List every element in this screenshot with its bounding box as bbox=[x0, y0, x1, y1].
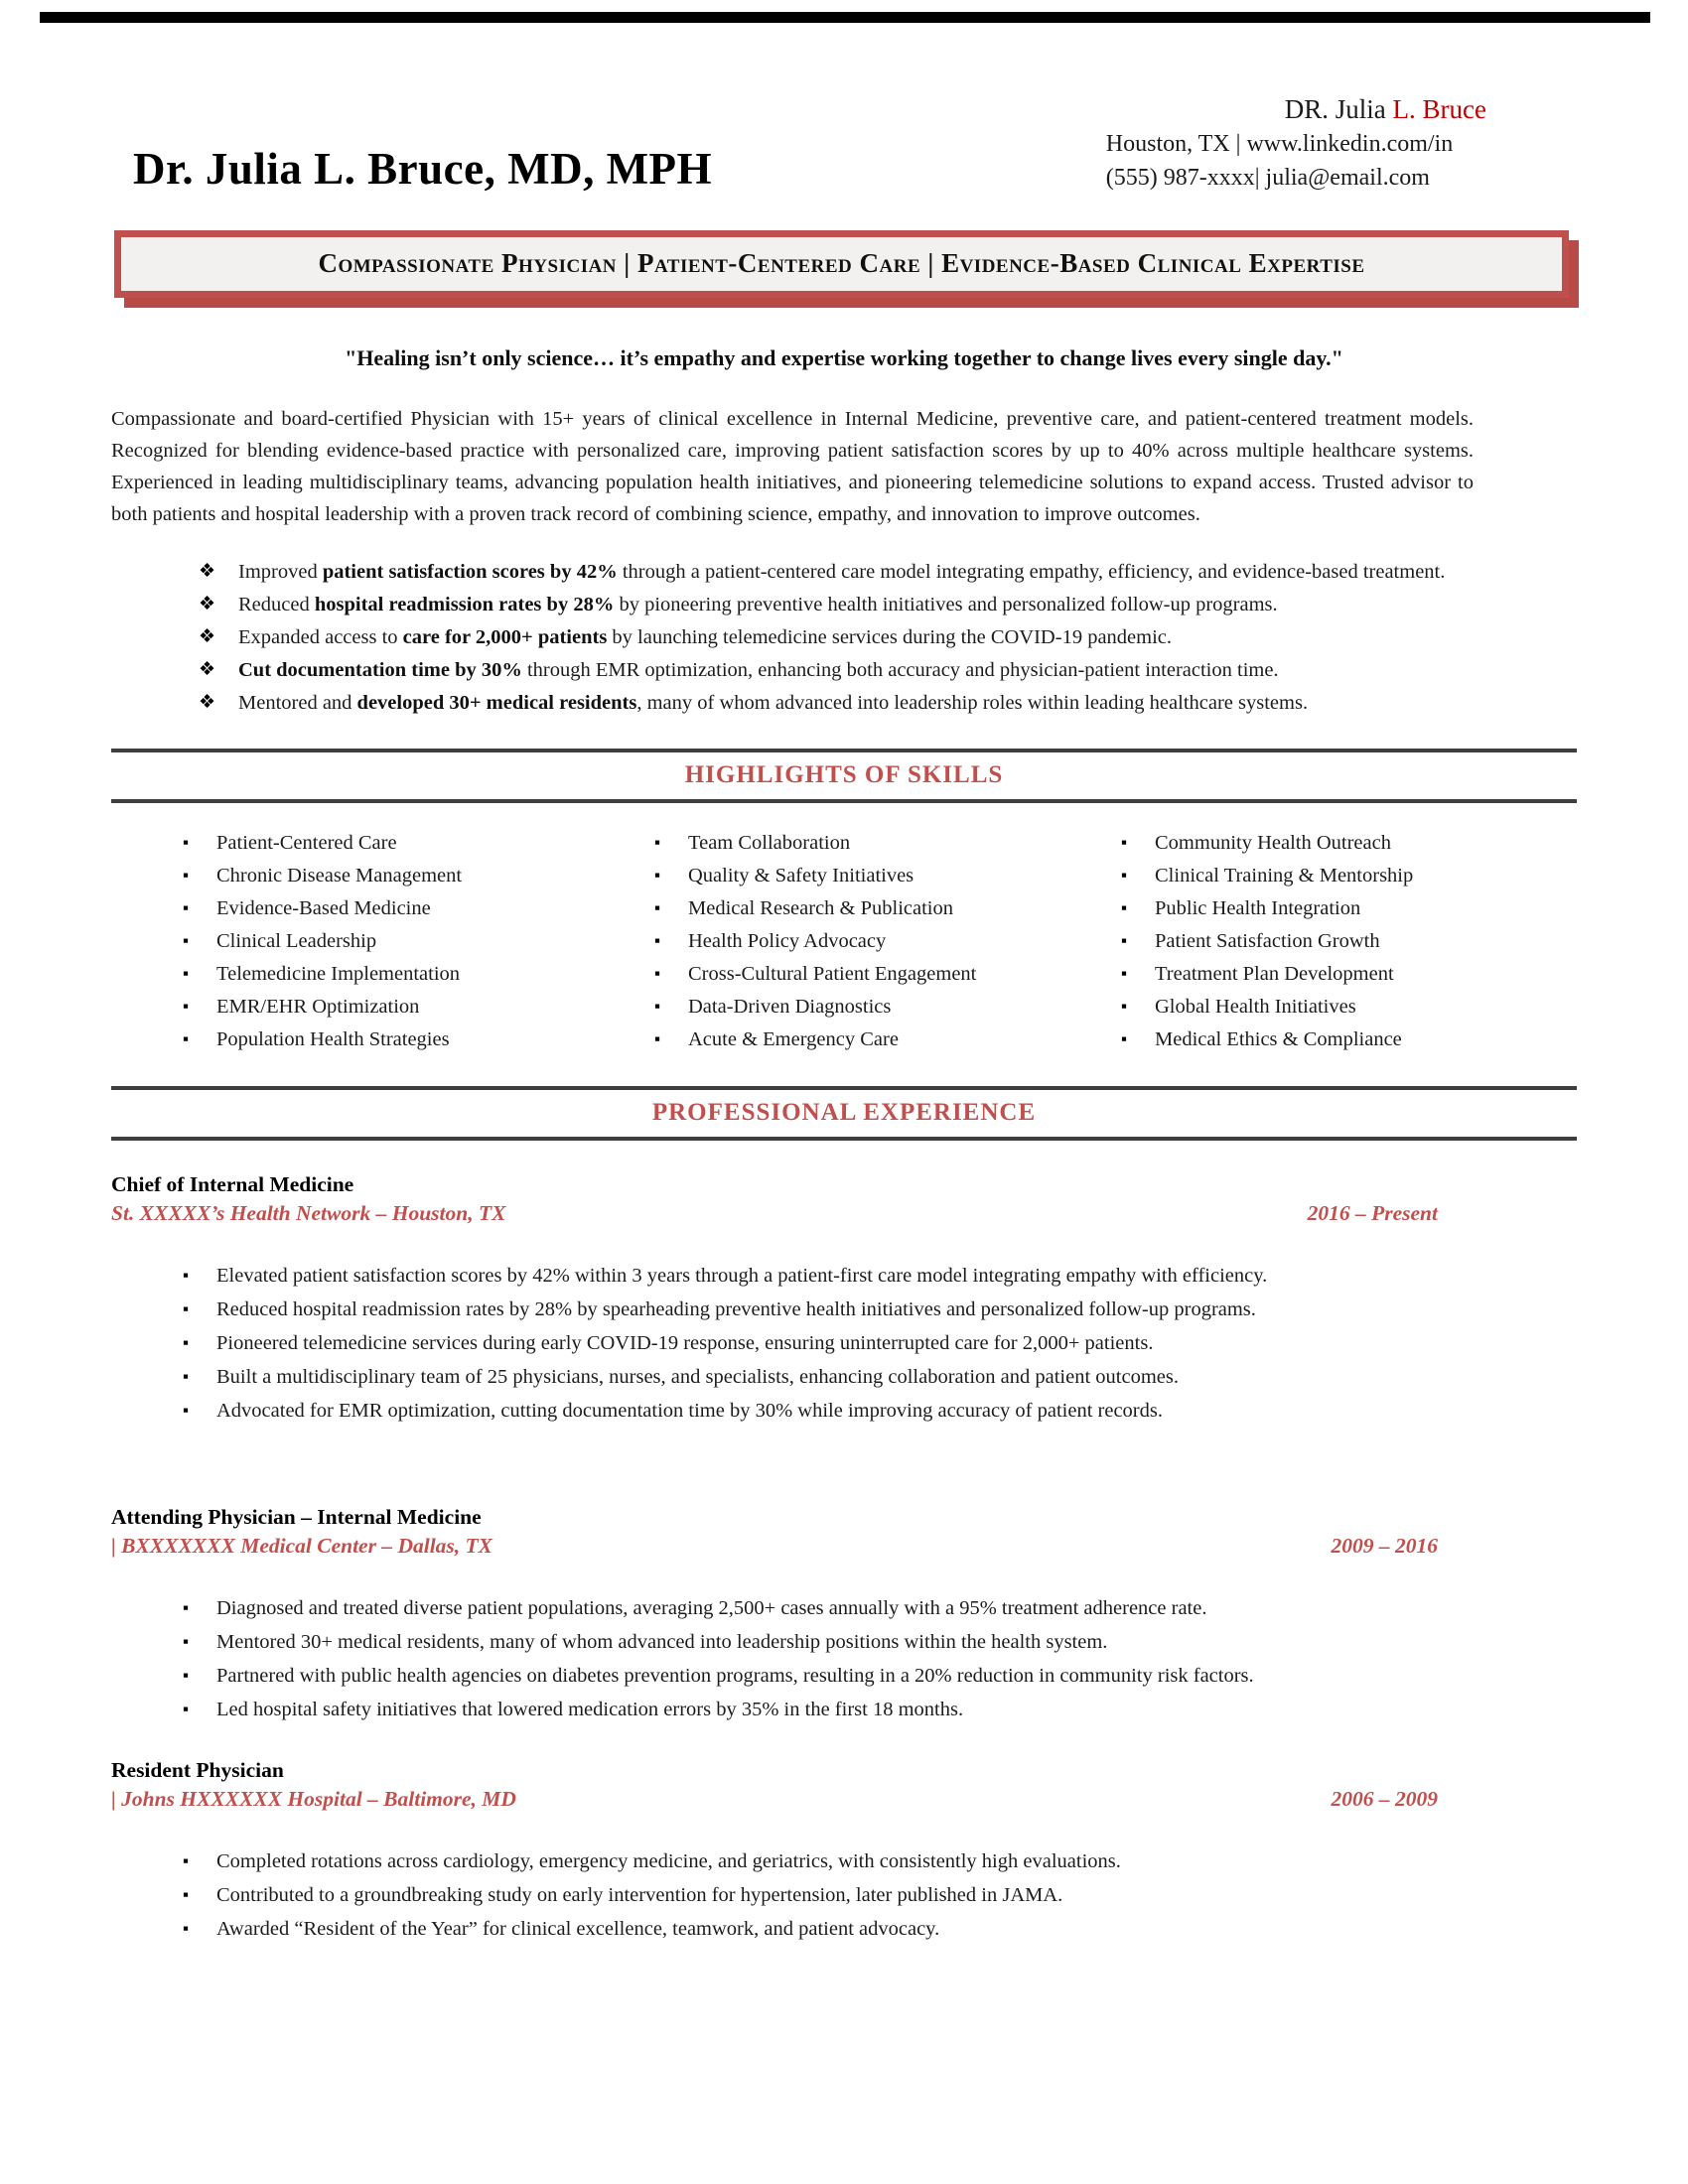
list-item: ❖ Expanded access to care for 2,000+ patients by launching telemedicine services during the COVID-19 pandemic. bbox=[199, 621, 1479, 653]
job-dates: 2009 – 2016 bbox=[1331, 1534, 1438, 1558]
list-item: ▪ Diagnosed and treated diverse patient populations, averaging 2,500+ cases annually with a 95% treatment adherence rate. bbox=[181, 1592, 1511, 1625]
list-item: ▪ Partnered with public health agencies on diabetes prevention programs, resulting in a 20% reduction in community risk factors. bbox=[181, 1660, 1511, 1693]
list-item: ▪ Patient Satisfaction Growth bbox=[1119, 925, 1577, 958]
list-item: ▪ Elevated patient satisfaction scores by 42% within 3 years through a patient-first care model integrating empathy with efficiency. bbox=[181, 1260, 1511, 1293]
summary-paragraph: Compassionate and board-certified Physician with 15+ years of clinical excellence in Internal Medicine, preventive care, and patient-centered treatment models. Recognized for blending evidence-based practice with personalized care, improving patient satisfaction scores by up to 40% across multiple healthcare systems. Experienced in leading multidisciplinary teams, advancing population health initiatives, and pioneering telemedicine solutions to expand access. Trusted advisor to both patients and hospital leadership with a proven track record of combining science, empathy, and innovation to improve outcomes. bbox=[111, 408, 1474, 525]
list-item: ▪ Data-Driven Diagnostics bbox=[652, 991, 1119, 1024]
list-item: ▪ Chronic Disease Management bbox=[181, 860, 652, 892]
job-subheading bbox=[111, 1787, 1577, 1812]
list-item: ▪ Population Health Strategies bbox=[181, 1024, 652, 1056]
job-bullets bbox=[181, 1592, 1511, 1726]
list-item: ▪ Quality & Safety Initiatives bbox=[652, 860, 1119, 892]
job-subheading bbox=[111, 1534, 1577, 1559]
job-dates: 2016 – Present bbox=[1307, 1201, 1438, 1225]
contact-phone-email: (555) 987-xxxx| julia@email.com bbox=[1105, 165, 1430, 191]
contact-name-accent: L. Bruce bbox=[1392, 94, 1486, 124]
list-item: ▪ Reduced hospital readmission rates by 28% by spearheading preventive health initiatives and personalized follow-up programs. bbox=[181, 1294, 1511, 1326]
contact-location-linkedin: Houston, TX | www.linkedin.com/in bbox=[1105, 131, 1454, 157]
list-item: ▪ Team Collaboration bbox=[652, 827, 1119, 860]
job-bullets bbox=[181, 1260, 1511, 1428]
job-title: Chief of Internal Medicine bbox=[111, 1172, 354, 1196]
list-item: ▪ Clinical Training & Mentorship bbox=[1119, 860, 1577, 892]
achievements-list bbox=[199, 556, 1479, 719]
list-item: ▪ Advocated for EMR optimization, cutting documentation time by 30% while improving accuracy of patient records. bbox=[181, 1395, 1511, 1428]
job-dates: 2006 – 2009 bbox=[1331, 1787, 1438, 1811]
header bbox=[111, 91, 1577, 195]
list-item: ▪ Led hospital safety initiatives that lowered medication errors by 35% in the first 18 months. bbox=[181, 1694, 1511, 1726]
list-item: ▪ Contributed to a groundbreaking study on early intervention for hypertension, later published in JAMA. bbox=[181, 1879, 1511, 1912]
job-entry-3 bbox=[111, 1758, 1577, 1946]
skills-column-2 bbox=[652, 827, 1119, 1056]
list-item: ▪ Health Policy Advocacy bbox=[652, 925, 1119, 958]
quote-line: "Healing isn’t only science… it’s empathy and expertise working together to change lives every single day." bbox=[345, 345, 1343, 370]
list-item: ▪ Clinical Leadership bbox=[181, 925, 652, 958]
skills-grid bbox=[181, 827, 1577, 1056]
skills-section-header bbox=[111, 749, 1577, 803]
list-item: ▪ Built a multidisciplinary team of 25 physicians, nurses, and specialists, enhancing collaboration and patient outcomes. bbox=[181, 1361, 1511, 1394]
contact-block bbox=[1106, 91, 1486, 195]
list-item: ▪ Global Health Initiatives bbox=[1119, 991, 1577, 1024]
job-company: | Johns HXXXXXX Hospital – Baltimore, MD bbox=[111, 1787, 516, 1811]
list-item: ▪ Medical Ethics & Compliance bbox=[1119, 1024, 1577, 1056]
list-item: ▪ Treatment Plan Development bbox=[1119, 958, 1577, 991]
list-item: ▪ Awarded “Resident of the Year” for clinical excellence, teamwork, and patient advocacy. bbox=[181, 1913, 1511, 1946]
list-item: ❖ Improved patient satisfaction scores by 42% through a patient-centered care model integrating empathy, efficiency, and evidence-based treatment. bbox=[199, 556, 1479, 588]
list-item: ▪ Telemedicine Implementation bbox=[181, 958, 652, 991]
job-company: | BXXXXXXX Medical Center – Dallas, TX bbox=[111, 1534, 493, 1558]
list-item: ▪ Pioneered telemedicine services during early COVID-19 response, ensuring uninterrupted care for 2,000+ patients. bbox=[181, 1327, 1511, 1360]
job-entry-2 bbox=[111, 1505, 1577, 1726]
list-item: ▪ Public Health Integration bbox=[1119, 892, 1577, 925]
headline-banner-text: Compassionate Physician | Patient-Centered Care | Evidence-Based Clinical Expertise bbox=[318, 248, 1365, 278]
list-item: ▪ Mentored 30+ medical residents, many of whom advanced into leadership positions within the health system. bbox=[181, 1626, 1511, 1659]
experience-section-header bbox=[111, 1086, 1577, 1141]
headline-banner bbox=[114, 230, 1569, 298]
list-item: ▪ Completed rotations across cardiology, emergency medicine, and geriatrics, with consistently high evaluations. bbox=[181, 1845, 1511, 1878]
list-item: ▪ Evidence-Based Medicine bbox=[181, 892, 652, 925]
skills-section-title: HIGHLIGHTS OF SKILLS bbox=[684, 761, 1004, 788]
list-item: ❖ Mentored and developed 30+ medical residents, many of whom advanced into leadership roles within leading healthcare systems. bbox=[199, 687, 1479, 719]
job-company: St. XXXXX’s Health Network – Houston, TX bbox=[111, 1201, 506, 1225]
job-subheading bbox=[111, 1201, 1577, 1226]
skills-column-1 bbox=[181, 827, 652, 1056]
contact-name bbox=[1106, 91, 1486, 127]
list-item: ❖ Cut documentation time by 30% through EMR optimization, enhancing both accuracy and physician-patient interaction time. bbox=[199, 654, 1479, 686]
job-title: Resident Physician bbox=[111, 1758, 284, 1782]
skills-column-3 bbox=[1119, 827, 1577, 1056]
list-item: ▪ Community Health Outreach bbox=[1119, 827, 1577, 860]
page-title: Dr. Julia L. Bruce, MD, MPH bbox=[133, 144, 713, 194]
list-item: ▪ EMR/EHR Optimization bbox=[181, 991, 652, 1024]
job-title: Attending Physician – Internal Medicine bbox=[111, 1505, 482, 1529]
list-item: ▪ Cross-Cultural Patient Engagement bbox=[652, 958, 1119, 991]
list-item: ▪ Medical Research & Publication bbox=[652, 892, 1119, 925]
job-entry-1 bbox=[111, 1172, 1577, 1428]
top-border-bar bbox=[40, 12, 1650, 23]
job-bullets bbox=[181, 1845, 1511, 1946]
list-item: ▪ Patient-Centered Care bbox=[181, 827, 652, 860]
list-item: ▪ Acute & Emergency Care bbox=[652, 1024, 1119, 1056]
contact-name-prefix: DR. Julia bbox=[1284, 94, 1393, 124]
experience-section-title: PROFESSIONAL EXPERIENCE bbox=[651, 1099, 1037, 1126]
list-item: ❖ Reduced hospital readmission rates by 28% by pioneering preventive health initiatives and personalized follow-up programs. bbox=[199, 589, 1479, 620]
